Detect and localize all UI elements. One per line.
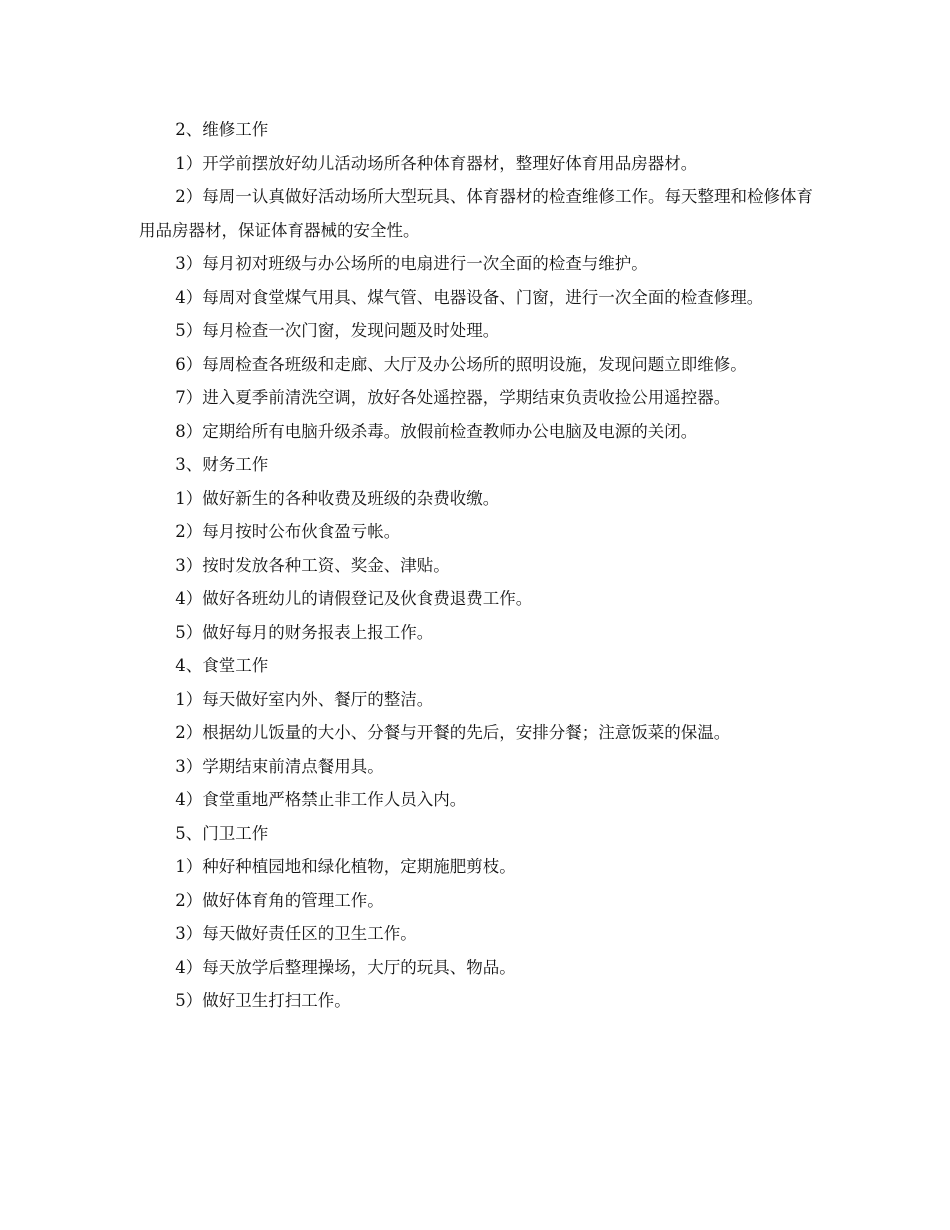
document-body [139, 113, 813, 1018]
list-item: 3）每天做好责任区的卫生工作。 [175, 924, 417, 943]
list-item: 3）每月初对班级与办公场所的电扇进行一次全面的检查与维护。 [175, 254, 648, 273]
list-item: 1）种好种植园地和绿化植物，定期施肥剪枝。 [175, 857, 516, 876]
list-item: 3）按时发放各种工资、奖金、津贴。 [175, 555, 450, 575]
list-item: 2）根据幼儿饭量的大小、分餐与开餐的先后，安排分餐；注意饭菜的保温。 [175, 723, 731, 742]
list-item: 1）做好新生的各种收费及班级的杂费收缴。 [175, 488, 500, 508]
list-item: 2）每周一认真做好活动场所大型玩具、体育器材的检查维修工作。每天整理和检修体育用品房器材，保证体育器械的安全性。 [139, 187, 813, 240]
list-item: 5）每月检查一次门窗，发现问题及时处理。 [175, 321, 500, 340]
list-item: 2）做好体育角的管理工作。 [175, 890, 384, 910]
section-heading-gatekeeper: 5、门卫工作 [175, 823, 269, 843]
list-item: 4）食堂重地严格禁止非工作人员入内。 [175, 790, 467, 809]
list-item: 4）做好各班幼儿的请假登记及伙食费退费工作。 [175, 589, 533, 608]
list-item: 2）每月按时公布伙食盈亏帐。 [175, 522, 401, 541]
list-item: 1）开学前摆放好幼儿活动场所各种体育器材，整理好体育用品房器材。 [175, 153, 698, 173]
section-heading-maintenance: 2、维修工作 [175, 120, 269, 139]
list-item: 5）做好卫生打扫工作。 [175, 991, 351, 1010]
list-item: 1）每天做好室内外、餐厅的整洁。 [175, 689, 434, 709]
list-item: 4）每天放学后整理操场，大厅的玩具、物品。 [175, 957, 516, 977]
section-heading-finance: 3、财务工作 [175, 455, 269, 474]
list-item: 5）做好每月的财务报表上报工作。 [175, 622, 434, 642]
list-item: 6）每周检查各班级和走廊、大厅及办公场所的照明设施，发现问题立即维修。 [175, 354, 747, 374]
list-item: 4）每周对食堂煤气用具、煤气管、电器设备、门窗，进行一次全面的检查修理。 [175, 287, 764, 307]
list-item: 8）定期给所有电脑升级杀毒。放假前检查教师办公电脑及电源的关闭。 [175, 421, 698, 441]
section-heading-canteen: 4、食堂工作 [175, 656, 269, 675]
list-item: 7）进入夏季前清洗空调，放好各处遥控器，学期结束负责收捡公用遥控器。 [175, 388, 731, 407]
list-item: 3）学期结束前清点餐用具。 [175, 756, 384, 776]
